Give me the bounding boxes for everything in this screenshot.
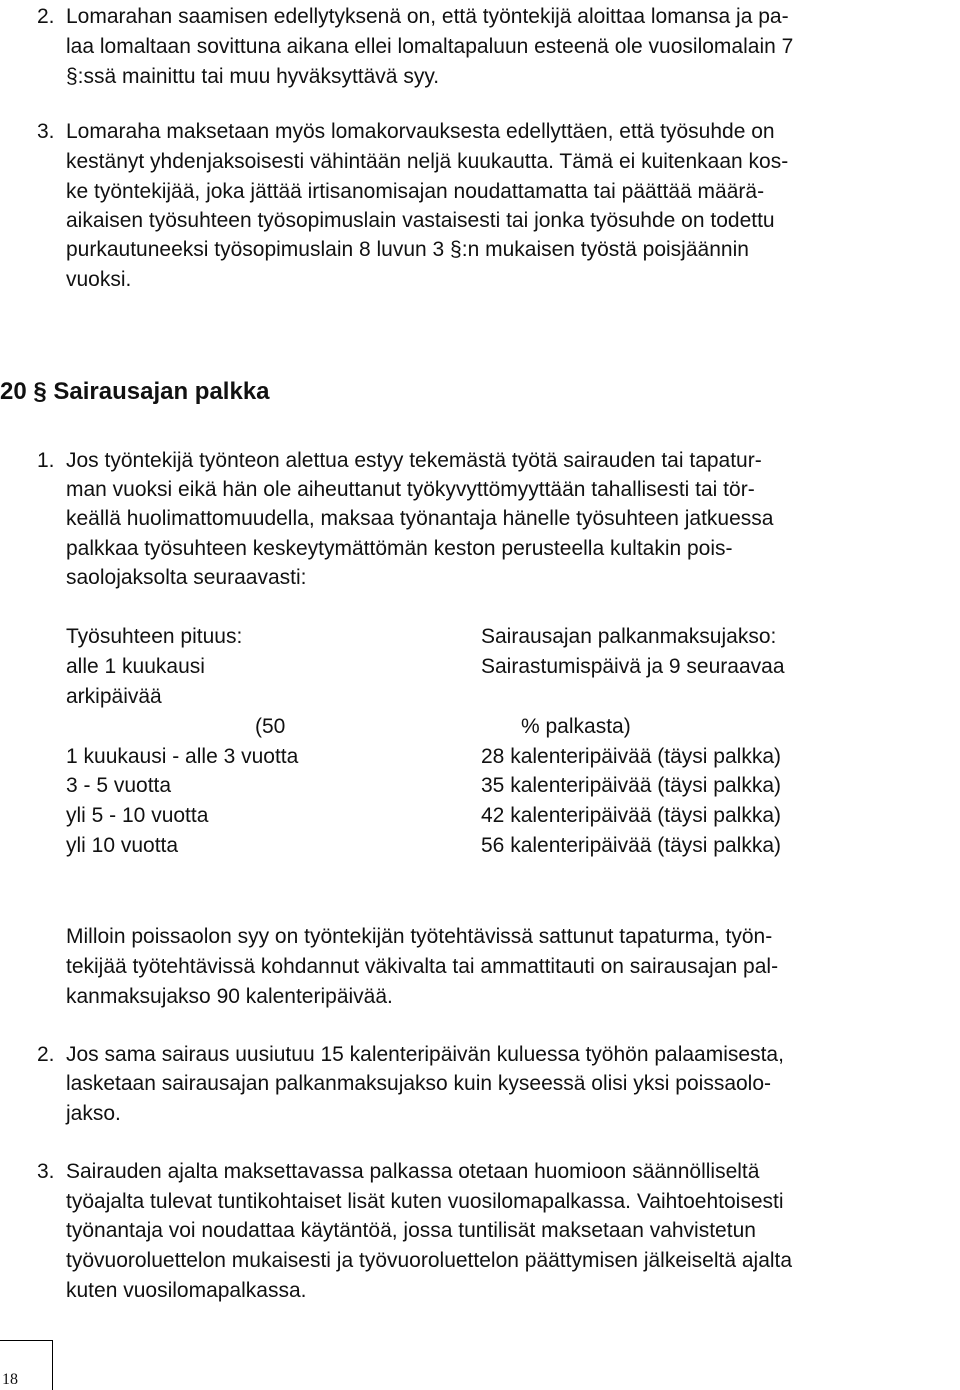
paragraph-line: palkkaa työsuhteen keskeytymättömän keston perusteella kultakin pois- bbox=[66, 537, 733, 560]
list-number: 2. bbox=[37, 5, 55, 28]
paragraph-line: saolojaksolta seuraavasti: bbox=[66, 566, 307, 589]
paragraph-line: laa lomaltaan sovittuna aikana ellei lomaltapaluun esteenä ole vuosilomalain 7 bbox=[66, 35, 794, 58]
paragraph-line: kuten vuosilomapalkassa. bbox=[66, 1279, 307, 1302]
table-cell: 28 kalenteripäivää (täysi palkka) bbox=[481, 745, 781, 768]
paragraph-line: kestänyt yhdenjaksoisesti vähintään neljä kuukautta. Tämä ei kuitenkaan kos- bbox=[66, 150, 789, 173]
paragraph-line: työajalta tulevat tuntikohtaiset lisät kuten vuosilomapalkassa. Vaihtoehtoisesti bbox=[66, 1190, 784, 1213]
table-cell: 35 kalenteripäivää (täysi palkka) bbox=[481, 774, 781, 797]
paragraph-line: Jos sama sairaus uusiutuu 15 kalenteripäivän kuluessa työhön palaamisesta, bbox=[66, 1043, 784, 1066]
table-cell: yli 10 vuotta bbox=[66, 834, 179, 857]
paragraph-line: ke työntekijää, joka jättää irtisanomisajan noudattamatta tai päättää määrä- bbox=[66, 180, 765, 203]
list-number: 3. bbox=[37, 120, 55, 143]
paragraph-line: purkautuneeksi työsopimuslain 8 luvun 3 §:n mukaisen työstä poisjäännin bbox=[66, 238, 749, 261]
table-cell: 1 kuukausi - alle 3 vuotta bbox=[66, 745, 299, 768]
table-cell: yli 5 - 10 vuotta bbox=[66, 804, 209, 827]
paragraph-line: Sairauden ajalta maksettavassa palkassa otetaan huomioon säännölliseltä bbox=[66, 1160, 760, 1183]
table-cell: 56 kalenteripäivää (täysi palkka) bbox=[481, 834, 781, 857]
paragraph-line: kanmaksujakso 90 kalenteripäivää. bbox=[66, 985, 393, 1008]
paragraph-line: työvuoroluettelon mukaisesti ja työvuoroluettelon päättymisen jälkeiseltä ajalta bbox=[66, 1249, 793, 1272]
paragraph-line: man vuoksi eikä hän ole aiheuttanut työkyvyttömyyttään tahallisesti tai tör- bbox=[66, 478, 755, 501]
table-cell: arkipäivää bbox=[66, 685, 162, 708]
page-number: 18 bbox=[2, 1371, 18, 1388]
table-cell: % palkasta) bbox=[521, 715, 631, 738]
table-cell: 3 - 5 vuotta bbox=[66, 774, 172, 797]
table-cell: 42 kalenteripäivää (täysi palkka) bbox=[481, 804, 781, 827]
table-header-left: Työsuhteen pituus: bbox=[66, 625, 243, 648]
paragraph-line: työnantaja voi noudattaa käytäntöä, jossa tuntilisät maksetaan vahvistetun bbox=[66, 1219, 756, 1242]
paragraph-line: Lomarahan saamisen edellytyksenä on, että työntekijä aloittaa lomansa ja pa- bbox=[66, 5, 789, 28]
table-cell: Sairastumispäivä ja 9 seuraavaa bbox=[481, 655, 785, 678]
section-heading: 20 § Sairausajan palkka bbox=[0, 378, 270, 405]
list-number: 1. bbox=[37, 449, 55, 472]
table-cell: alle 1 kuukausi bbox=[66, 655, 205, 678]
paragraph-line: Lomaraha maksetaan myös lomakorvauksesta edellyttäen, että työsuhde on bbox=[66, 120, 775, 143]
table-cell: (50 bbox=[255, 715, 286, 738]
paragraph-line: jakso. bbox=[66, 1102, 121, 1125]
paragraph-line: §:ssä mainittu tai muu hyväksyttävä syy. bbox=[66, 65, 440, 88]
list-number: 2. bbox=[37, 1043, 55, 1066]
paragraph-line: Jos työntekijä työnteon alettua estyy tekemästä työtä sairauden tai tapatur- bbox=[66, 449, 762, 472]
paragraph-line: Milloin poissaolon syy on työntekijän työtehtävissä sattunut tapaturma, työn- bbox=[66, 925, 773, 948]
paragraph-line: tekijää työtehtävissä kohdannut väkivalta tai ammattitauti on sairausajan pal- bbox=[66, 955, 779, 978]
paragraph-line: vuoksi. bbox=[66, 268, 132, 291]
list-number: 3. bbox=[37, 1160, 55, 1183]
paragraph-line: keällä huolimattomuudella, maksaa työnantaja hänelle työsuhteen jatkuessa bbox=[66, 507, 774, 530]
paragraph-line: aikaisen työsuhteen työsopimuslain vastaisesti tai jonka työsuhde on todettu bbox=[66, 209, 775, 232]
paragraph-line: lasketaan sairausajan palkanmaksujakso kuin kyseessä olisi yksi poissaolo- bbox=[66, 1072, 772, 1095]
table-header-right: Sairausajan palkanmaksujakso: bbox=[481, 625, 777, 648]
